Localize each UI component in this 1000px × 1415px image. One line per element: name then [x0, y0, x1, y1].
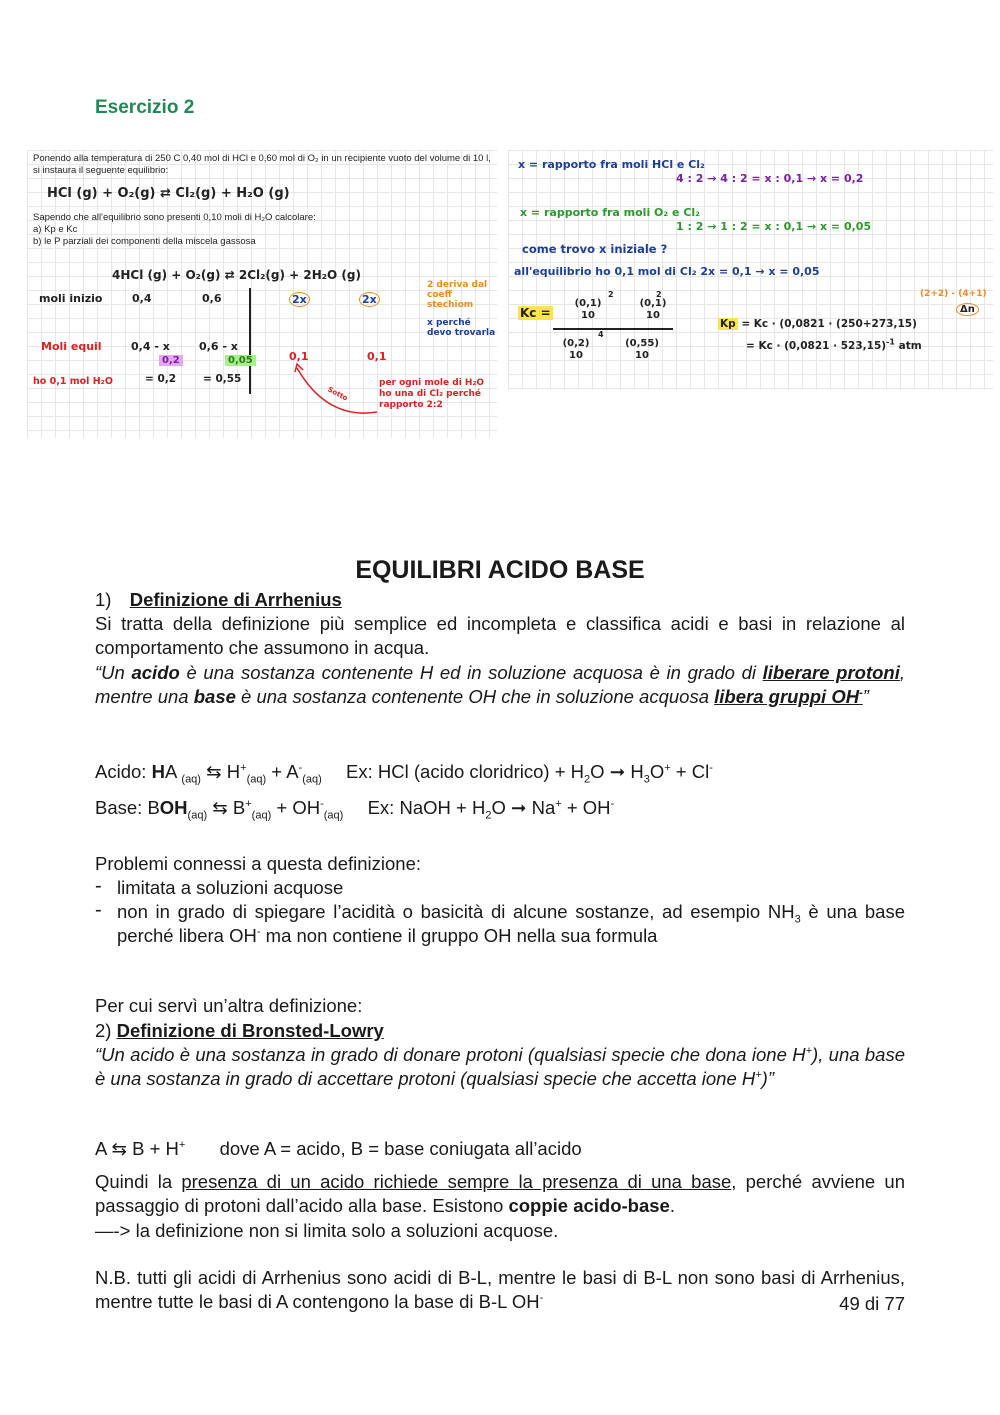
delta-note: (2+2) - (4+1): [920, 289, 987, 299]
kc-fraction-line: [553, 328, 673, 330]
kc-den-1-top: 0,2: [567, 338, 585, 349]
delta-n: Δn: [956, 303, 979, 316]
initial-o2: 0,6: [202, 292, 222, 305]
problem-2-text-a: non in grado di spiegare l’acidità o basicità di alcune sostanze, ad esempio NH: [117, 901, 795, 922]
bl-equation: A ⇆ B + H+ dove A = acido, B = base coniugata all’acido: [95, 1138, 582, 1159]
note-coeff: 2 deriva dal coeff stechiom: [427, 280, 488, 310]
note-question: come trovo x iniziale ?: [522, 242, 668, 256]
acid-example: Ex: HCl (acido cloridrico) + H: [346, 761, 585, 782]
kc-num-2: (0,1) 10: [639, 298, 667, 321]
quindi-a: Quindi la: [95, 1171, 182, 1192]
section-title: EQUILIBRI ACIDO BASE: [355, 556, 645, 584]
problem-text: Ponendo alla temperatura di 250 C 0,40 mol di HCl e 0,60 mol di O₂ in un recipiente vuoto del volume di 10 l, si instaura il seguente equilibrio:: [33, 153, 491, 176]
row-initial-label: moli inizio: [39, 292, 103, 305]
arrhenius-heading: Definizione di Arrhenius: [129, 589, 342, 610]
kc-exp-2: 2: [656, 290, 662, 299]
nb-paragraph: N.B. tutti gli acidi di Arrhenius sono acidi di B-L, mentre le basi di B-L non sono basi di Arrhenius, mentre tutte le basi di A contengono la base di B-L OH-: [95, 1267, 905, 1312]
quote-acid: acido: [131, 662, 180, 683]
task-a: a) Kp e Kc: [33, 224, 78, 235]
arrhenius-heading-line: [95, 588, 905, 612]
kp-formula: = Kc · (0,0821 · (250+273,15): [741, 318, 917, 330]
bl-heading: Definizione di Bronsted-Lowry: [116, 1020, 384, 1041]
table-reaction: 4HCl (g) + O₂(g) ⇄ 2Cl₂(g) + 2H₂O (g): [112, 268, 361, 282]
kp-line-2: [746, 337, 922, 352]
exercise-title: Esercizio 2: [95, 97, 195, 118]
problem-1-text: limitata a soluzioni acquose: [117, 877, 344, 898]
exercise-notes-right: [508, 150, 993, 390]
bl-quote-c: )”: [761, 1068, 774, 1089]
red-arrow-icon: [27, 150, 497, 438]
equil-cl2: 0,1: [289, 350, 309, 363]
quote-part: è una sostanza contenente H ed in soluzione acquosa è in grado di: [179, 662, 763, 683]
quote-release-oh-text: libera gruppi OH: [714, 686, 860, 707]
arrhenius-paragraph: Si tratta della definizione più semplice ed incompleta e classifica acidi e basi in relazione al comportamento che assumono in acqua.: [95, 613, 905, 658]
note-arrow-label: Sotto: [326, 385, 349, 403]
arrhenius-quote: [95, 661, 905, 709]
quote-liberate-protons: liberare protoni: [762, 662, 900, 683]
problem-2-text-c: ma non contiene il gruppo OH nella sua formula: [260, 925, 658, 946]
quote-part: è una sostanza contenente OH che in soluzione acquosa: [235, 686, 715, 707]
note-ratio-o2-calc: 1 : 2 → 1 : 2 = x : 0,1 → x = 0,05: [676, 220, 872, 233]
page-number: 49 di 77: [839, 1293, 905, 1314]
another-definition: Per cui servì un’altra definizione:: [95, 995, 363, 1016]
kp-label: Kp: [720, 318, 736, 330]
quindi-b: , perché avviene un passaggio di protoni dall’acido alla base. Esistono: [95, 1171, 906, 1216]
arrow-line: —-> la definizione non si limita solo a soluzioni acquose.: [95, 1220, 559, 1241]
bl-quote: “Un acido è una sostanza in grado di donare protoni (qualsiasi specie che dona ione H+), una base è una sostanza in grado di accettare protoni (qualsiasi specie che accetta ione H+)”: [95, 1044, 905, 1089]
bl-equation-where: dove A = acido, B = base coniugata all’acido: [219, 1138, 582, 1159]
quote-part: ”: [862, 686, 869, 707]
equil-hcl-x: 0,2: [159, 355, 183, 366]
note-ratio-o2: x = rapporto fra moli O₂ e Cl₂: [520, 206, 700, 219]
bl-equation-text: A ⇆ B + H: [95, 1138, 179, 1159]
kc-exp-3: 4: [598, 330, 604, 339]
kc-num-1-bottom: 10: [581, 310, 595, 321]
quote-release-oh: libera gruppi OH-: [714, 686, 863, 707]
problem-item: [95, 876, 905, 900]
quindi-bold: coppie acido-base: [508, 1195, 670, 1216]
base-equation: Base: $BOH_{(aq)}$ ⇆ $B^+_{(aq)} + OH^-_{(aq)}$ Ex: NaOH + $H_2O$ ➞ Na+ + OH-: [95, 797, 615, 822]
equil-hcl: 0,4 - x: [131, 340, 170, 353]
initial-h2o: 2x: [359, 292, 380, 307]
kc-num-1-top: 0,1: [579, 298, 597, 309]
given-text: Sapendo che all'equilibrio sono presenti 0,10 moli di H₂O calcolare:: [33, 212, 316, 223]
kc-den-1: (0,2) 10: [562, 338, 590, 361]
task-b: b) le P parziali dei componenti della miscela gassosa: [33, 236, 256, 247]
kc-den-2-bottom: 10: [635, 350, 649, 361]
quindi-underlined: presenza di un acido richiede sempre la presenza di una base: [181, 1171, 732, 1192]
equil-o2: 0,6 - x: [199, 340, 238, 353]
equil-h2o: 0,1: [367, 350, 387, 363]
bl-number: 2): [95, 1020, 112, 1041]
note-equilibrium: all'equilibrio ho 0,1 mol di Cl₂ 2x = 0,1 → x = 0,05: [514, 265, 820, 278]
base-label: Base:: [95, 797, 143, 818]
kc-den-2-top: 0,55: [629, 338, 655, 349]
kp-formula-2: = Kc · (0,0821 · 523,15): [746, 340, 887, 352]
kc-num-2-bottom: 10: [646, 310, 660, 321]
acid-label: Acido:: [95, 761, 147, 782]
kp-unit: atm: [898, 340, 922, 352]
row-equil-sublabel: ho 0,1 mol H₂O: [33, 376, 113, 387]
problem-item: - non in grado di spiegare l’acidità o basicità di alcune sostanze, ad esempio $NH_3$ è una base perché libera OH- ma non contiene il gruppo OH nella sua formula: [95, 900, 905, 948]
note-ratio-hcl-calc: 4 : 2 → 4 : 2 = x : 0,1 → x = 0,2: [676, 172, 864, 185]
reaction-handwritten: HCl (g) + O₂(g) ⇄ Cl₂(g) + H₂O (g): [47, 186, 290, 201]
problems-intro: Problemi connessi a questa definizione:: [95, 853, 421, 874]
kc-label: Kc =: [520, 306, 551, 320]
bl-heading-line: [95, 1019, 905, 1043]
quote-part: “Un: [95, 662, 132, 683]
initial-cl2: 2x: [289, 292, 310, 307]
base-example: Ex: NaOH + H: [367, 797, 486, 818]
row-equil-label: Moli equil: [41, 340, 102, 353]
kc-num-2-top: 0,1: [644, 298, 662, 309]
kp-exponent: -1: [886, 337, 895, 347]
note-x: x perché devo trovarla: [427, 318, 496, 338]
arrhenius-number: 1): [95, 589, 112, 610]
kc-exp-1: 2: [608, 290, 614, 299]
quote-part: , mentre una: [95, 662, 906, 707]
problem-2-text-b: è una base perché libera OH: [117, 901, 905, 946]
kc-den-2: (0,55) 10: [625, 338, 659, 361]
equil-o2-result: = 0,55: [203, 373, 242, 385]
bl-quote-a: “Un acido è una sostanza in grado di donare protoni (qualsiasi specie che dona ione H: [95, 1044, 806, 1065]
problems-list: [95, 876, 905, 948]
bl-quote-b: ), una base è una sostanza in grado di accettare protoni (qualsiasi specie che accetta ione H: [95, 1044, 905, 1089]
kp-line: [718, 318, 917, 330]
kc-den-1-bottom: 10: [569, 350, 583, 361]
note-ratio-hcl: x = rapporto fra moli HCl e Cl₂: [518, 158, 705, 171]
quindi-c: .: [669, 1195, 675, 1216]
note-ratio: per ogni mole di H₂O ho una di Cl₂ perché rapporto 2:2: [379, 378, 485, 410]
equil-hcl-result: = 0,2: [145, 373, 177, 385]
quote-base: base: [193, 686, 236, 707]
acid-equation: Acido: HA $_{(aq)}$ ⇆ $H^+_{(aq)} + A^-_{(aq)}$ Ex: HCl (acido cloridrico) + $H_2O$ ➞ $H_3O^+ + Cl^-$: [95, 761, 713, 786]
nb-text: N.B. tutti gli acidi di Arrhenius sono acidi di B-L, mentre le basi di B-L non sono basi di Arrhenius, mentre tutte le basi di A contengono la base di B-L OH: [95, 1267, 905, 1312]
initial-hcl: 0,4: [132, 292, 152, 305]
quindi-paragraph: [95, 1170, 905, 1218]
kc-num-1: (0,1) 10: [574, 298, 602, 321]
equil-o2-x: 0,05: [225, 355, 256, 366]
exercise-notes-left: [27, 150, 497, 438]
